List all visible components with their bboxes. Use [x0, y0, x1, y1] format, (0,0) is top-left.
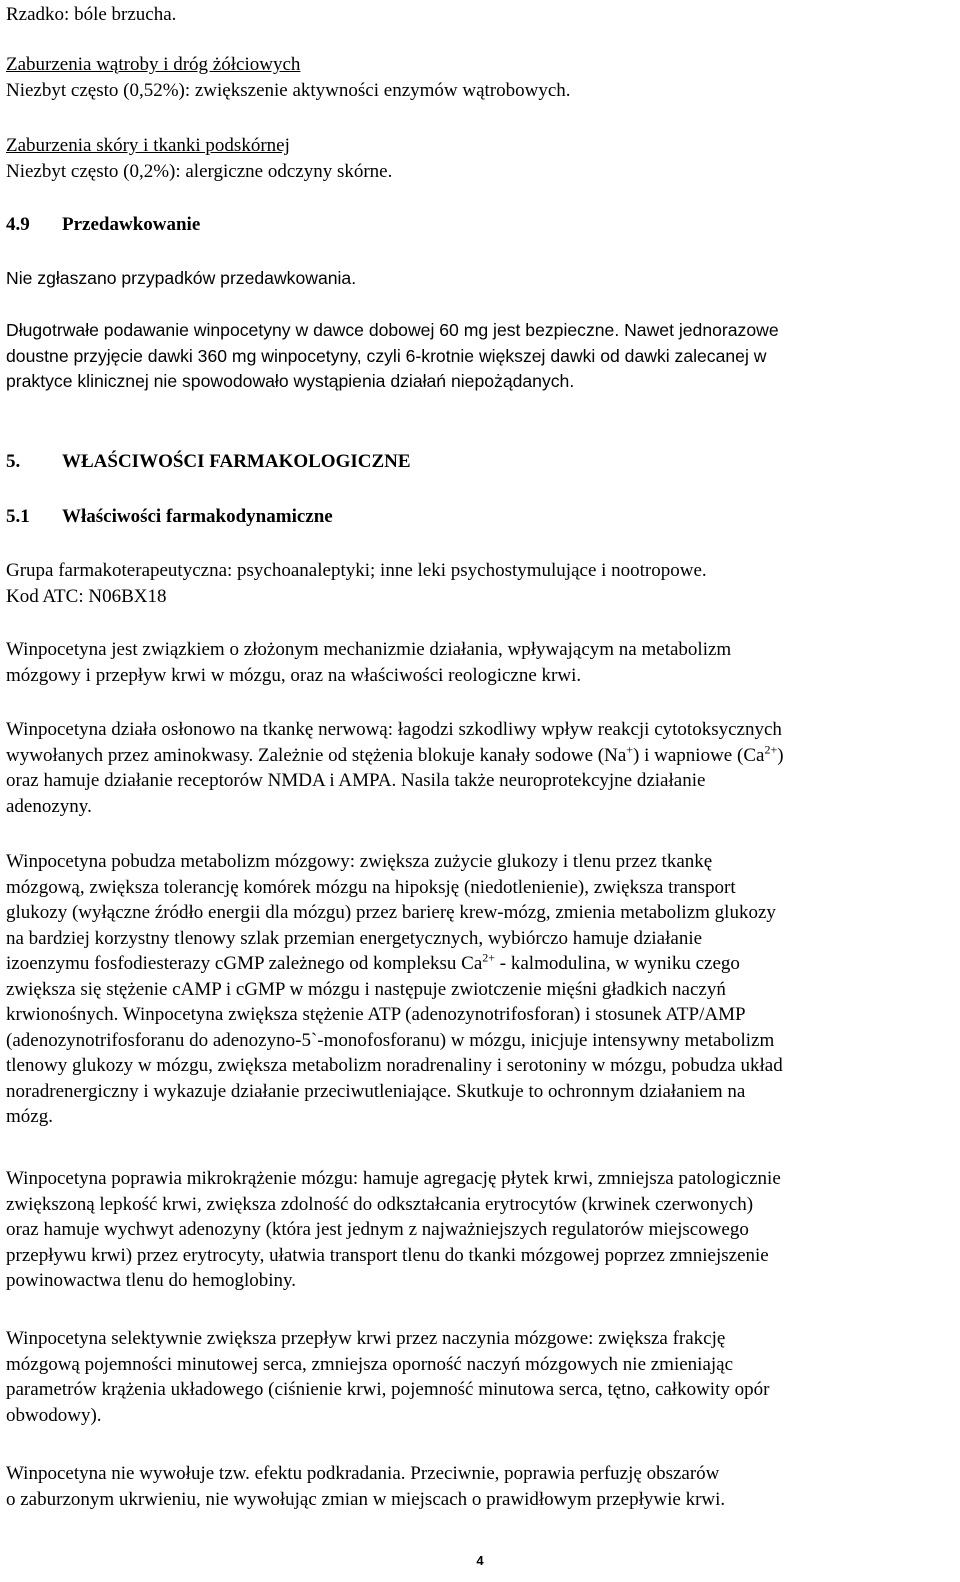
pharmacodynamics-paragraph-1 — [6, 637, 731, 688]
section-title: Właściwości farmakodynamiczne — [62, 506, 333, 527]
text-line: (adenozynotrifosforanu do adenozyno-5`-monofosforanu) w mózgu, inicjuje intensywny metabolizm — [6, 1029, 775, 1051]
adverse-skin-text: Niezbyt często (0,2%): alergiczne odczyny skórne. — [6, 161, 393, 182]
text-line: na bardziej korzystny tlenowy szlak przemian energetycznych, wybiórczo hamuje działanie — [6, 927, 703, 949]
text-line: praktyce klinicznej nie spowodowało wystąpienia działań niepożądanych. — [6, 371, 575, 391]
adverse-skin-title: Zaburzenia skóry i tkanki podskórnej — [6, 135, 290, 156]
text-line: oraz hamuje działanie receptorów NMDA i AMPA. Nasila także neuroprotekcyjne działanie — [6, 770, 706, 791]
superscript: 2+ — [764, 742, 778, 757]
text-line: Winpocetyna działa osłonowo na tkankę nerwową: łagodzi szkodliwy wpływ reakcji cytotoksycznych — [6, 719, 782, 740]
section-5-heading — [6, 449, 411, 475]
text-line: zwiększoną lepkość krwi, zwiększa zdolność do odkształcania erytrocytów (krwinek czerwonych) — [6, 1193, 754, 1215]
text-line: krwionośnych. Winpocetyna zwiększa stężenie ATP (adenozynotrifosforan) i stosunek ATP/AMP — [6, 1004, 746, 1025]
text-line: oraz hamuje wychwyt adenozyny (która jest jednym z najważniejszych regulatorów miejscowego — [6, 1219, 749, 1240]
text-line: mózgową pojemności minutowej serca, zmniejsza oporność naczyń mózgowych nie zmieniając — [6, 1353, 734, 1375]
text-line: powinowactwa tlenu do hemoglobiny. — [6, 1270, 297, 1291]
text-line: mózg. — [6, 1106, 53, 1127]
text-line: Winpocetyna nie wywołuje tzw. efektu podkradania. Przeciwnie, poprawia perfuzję obszarów — [6, 1463, 720, 1484]
text-line: tlenowy glukozy w mózgu, zwiększa metabolizm noradrenaliny i serotoniny w mózgu, pobudza układ — [6, 1055, 783, 1076]
text-line: Winpocetyna pobudza metabolizm mózgowy: zwiększa zużycie glukozy i tlenu przez tkankę — [6, 851, 713, 872]
text-line: Winpocetyna poprawia mikrokrążenie mózgu: hamuje agregację płytek krwi, zmniejsza patologicznie — [6, 1168, 781, 1189]
section-number: 4.9 — [6, 214, 30, 235]
text-line: zwiększa się stężenie cAMP i cGMP w mózgu i następuje zwiotczenie mięśni gładkich naczyń — [6, 978, 726, 1000]
section-number: 5.1 — [6, 506, 30, 527]
pharmacodynamics-paragraph-6 — [6, 1461, 725, 1512]
text-line: mózgową, zwiększa tolerancję komórek mózgu na hipoksję (niedotlenienie), zwiększa transport — [6, 876, 736, 898]
page-number: 4 — [476, 1553, 484, 1568]
section-5-1-heading — [6, 504, 333, 530]
adverse-gi-line: Rzadko: bóle brzucha. — [6, 4, 177, 25]
overdose-paragraph-1: Nie zgłaszano przypadków przedawkowania. — [6, 268, 357, 288]
text-line: Długotrwałe podawanie winpocetyny w dawce dobowej 60 mg jest bezpieczne. Nawet jednorazowe — [6, 320, 779, 340]
superscript: + — [626, 742, 634, 757]
section-title: WŁAŚCIWOŚCI FARMAKOLOGICZNE — [62, 451, 411, 472]
text-line: Winpocetyna selektywnie zwiększa przepływ krwi przez naczynia mózgowe: zwiększa frakcję — [6, 1328, 726, 1349]
section-4-9-heading — [6, 212, 200, 238]
text-line: o zaburzonym ukrwieniu, nie wywołując zmian w miejscach o prawidłowym przepływie krwi. — [6, 1488, 726, 1510]
superscript: 2+ — [482, 950, 496, 965]
text-line: Winpocetyna jest związkiem o złożonym mechanizmie działania, wpływającym na metabolizm — [6, 639, 732, 660]
atc-code: Kod ATC: N06BX18 — [6, 586, 167, 607]
section-title: Przedawkowanie — [62, 214, 201, 235]
text-line: doustne przyjęcie dawki 360 mg winpocetyny, czyli 6-krotnie większej dawki od dawki zalecanej w — [6, 345, 767, 366]
pharmacodynamics-paragraph-5 — [6, 1326, 769, 1428]
pharmacodynamics-paragraph-2 — [6, 717, 784, 819]
overdose-paragraph-2 — [6, 318, 779, 395]
pharmacodynamics-paragraph-3 — [6, 849, 783, 1130]
adverse-liver-title: Zaburzenia wątroby i dróg żółciowych — [6, 54, 301, 75]
text-line: adenozyny. — [6, 795, 92, 817]
text-line: glukozy (wyłączne źródło energii dla mózgu) przez barierę krew-mózg, zmienia metabolizm glukozy — [6, 902, 776, 923]
section-number: 5. — [6, 451, 21, 472]
adverse-liver-text: Niezbyt często (0,52%): zwiększenie aktywności enzymów wątrobowych. — [6, 80, 571, 101]
text-line: obwodowy). — [6, 1404, 102, 1426]
text-line: przepływu krwi) przez erytrocyty, ułatwia transport tlenu do tkanki mózgowej poprzez zmniejszenie — [6, 1244, 769, 1266]
text-line: noradrenergiczny i wykazuje działanie przeciwutleniające. Skutkuje to ochronnym działaniem na — [6, 1080, 746, 1102]
pharmacodynamics-paragraph-4 — [6, 1166, 781, 1294]
pharmacotherapeutic-group: Grupa farmakoterapeutyczna: psychoanaleptyki; inne leki psychostymulujące i nootropowe. — [6, 560, 707, 581]
text-line: mózgowy i przepływ krwi w mózgu, oraz na właściwości reologiczne krwi. — [6, 664, 582, 686]
text-line: wywołanych przez aminokwasy. Zależnie od stężenia blokuje kanały sodowe (Na+) i wapniowe $(Ca^{2+})$ — [6, 742, 784, 766]
text-line: izoenzymu fosfodiesterazy cGMP zależnego od kompleksu $Ca^{2+}$ - kalmodulina, w wyniku czego — [6, 950, 740, 974]
text-line: parametrów krążenia układowego (ciśnienie krwi, pojemność minutowa serca, tętno, całkowity opór — [6, 1379, 770, 1400]
